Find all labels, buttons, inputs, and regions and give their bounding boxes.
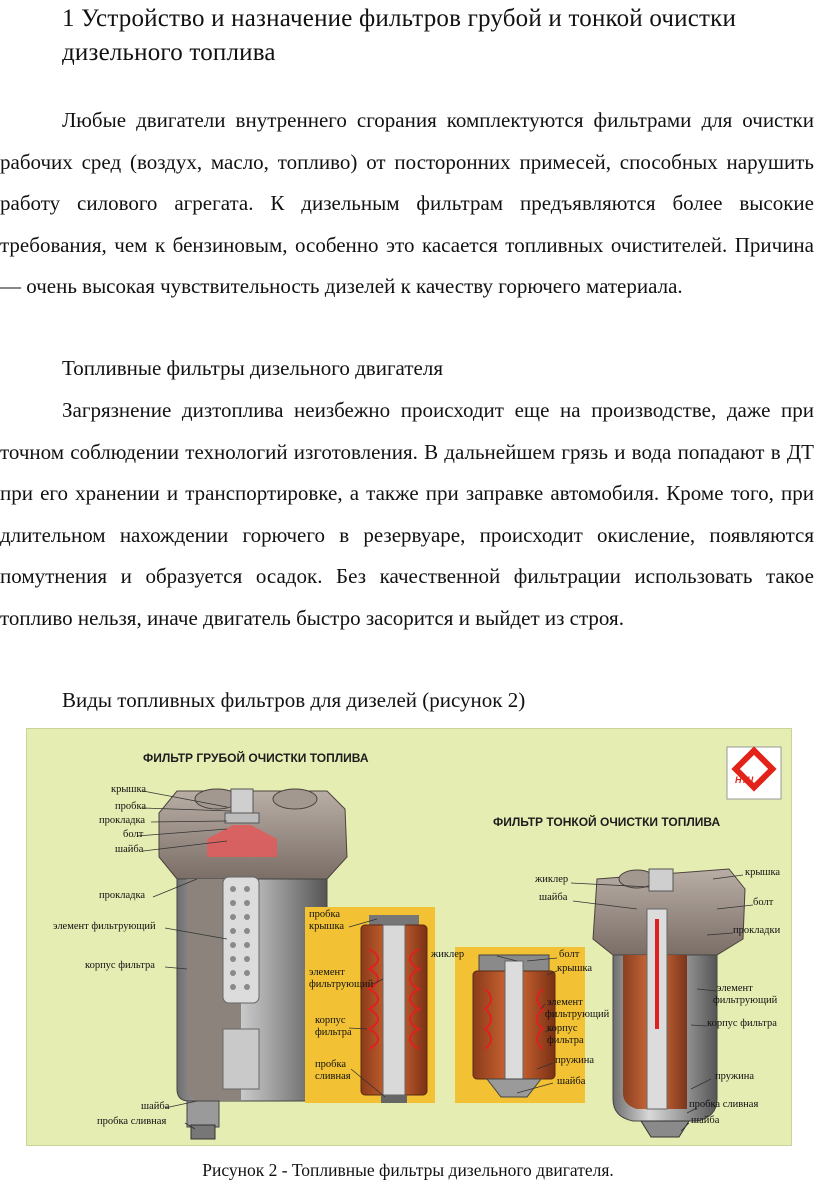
subheading-filter-types: Виды топливных фильтров для дизелей (рисунок 2) [62,688,526,712]
fine-cut-label-element: элемент [547,997,583,1008]
paragraph-intro: Любые двигатели внутреннего сгорания комплектуются фильтрами для очистки рабочих сред (воздух, масло, топливо) от посторонних примесей, способных нарушить работу силового агрегата. К дизельным фильтрам предъявляются более высокие требования, чем к бензиновым, особенно это касается топливных очистителей. Причина — очень высокая чувствительность дизелей к качеству горючего материала. [0,108,814,298]
cut-label-filtra: фильтра [315,1027,352,1038]
title-fine-filter: ФИЛЬТР ТОНКОЙ ОЧИСТКИ ТОПЛИВА [493,815,721,829]
fine-label-filtruyushchiy: фильтрующий [713,995,778,1006]
label-element-filtruyushchiy: элемент фильтрующий [53,921,156,932]
title-coarse-filter: ФИЛЬТР ГРУБОЙ ОЧИСТКИ ТОПЛИВА [143,751,369,765]
label-shaiba: шайба [115,844,144,855]
label-probka: пробка [115,801,147,812]
label-probka-slivnaya: пробка сливная [97,1116,167,1127]
fine-label-probka-slivnaya: пробка сливная [689,1099,759,1110]
cut-label-probka: пробка [309,909,341,920]
cut-label-kryshka: крышка [309,921,345,932]
fine-cut-label-kryshka: крышка [557,963,593,974]
cut-label-probka-sliv: пробка [315,1059,347,1070]
fine-label-pruzhina: пружина [715,1071,754,1082]
fine-cut-label-bolt: болт [559,949,580,960]
fine-cutaway-drawing [473,955,555,1097]
fine-cut-label-filtruyushchiy: фильтрующий [545,1009,610,1020]
label-kryshka: крышка [111,784,147,795]
label-shaiba-bottom: шайба [141,1101,170,1112]
figure-fuel-filters [26,728,792,1146]
cut-label-filtruyushchiy: фильтрующий [309,979,374,990]
fine-label-shaiba-bottom: шайба [691,1115,720,1126]
cut-label-element: элемент [309,967,345,978]
fine-cut-label-korpus: корпус [547,1023,578,1034]
label-prokladka-2: прокладка [99,890,146,901]
coarse-cutaway-drawing [361,915,427,1103]
logo-text: НТЦ [735,775,754,785]
fine-label-kryshka: крышка [745,867,781,878]
fine-label-element: элемент [717,983,753,994]
subheading-diesel-fuel-filters: Топливные фильтры дизельного двигателя [62,356,443,380]
fine-label-zhikler: жиклер [535,874,569,885]
fine-cut-label-pruzhina: пружина [555,1055,594,1066]
fine-label-bolt: болт [753,897,774,908]
paragraph-contamination: Загрязнение дизтоплива неизбежно происходит еще на производстве, даже при точном соблюдении технологий изготовления. В дальнейшем грязь и вода попадают в ДТ при его хранении и транспортировке, а также при заправке автомобиля. Кроме того, при длительном нахождении горючего в резервуаре, происходит окисление, появляются помутнения и образуется осадок. Без качественной фильтрации использовать такое топливо нельзя, иначе двигатель быстро засорится и выйдет из строя. [0,398,814,630]
fine-cut-label-shaiba: шайба [557,1076,586,1087]
fine-label-korpus-filtra: корпус фильтра [707,1018,777,1029]
label-bolt: болт [123,829,144,840]
cut-label-slivnaya: сливная [315,1071,351,1082]
fine-cut-label-zhikler: жиклер [431,949,465,960]
fine-label-shaiba: шайба [539,892,568,903]
ntc-logo [727,746,781,799]
label-prokladka: прокладка [99,815,146,826]
figure-caption: Рисунок 2 - Топливные фильтры дизельного двигателя. [202,1160,614,1180]
fine-label-prokladki: прокладки [733,925,781,936]
label-korpus-filtra: корпус фильтра [85,960,155,971]
section-heading: 1 Устройство и назначение фильтров грубой и тонкой очистки дизельного топлива [62,5,737,66]
cut-label-korpus: корпус [315,1015,346,1026]
fine-cut-label-filtra: фильтра [547,1035,584,1046]
